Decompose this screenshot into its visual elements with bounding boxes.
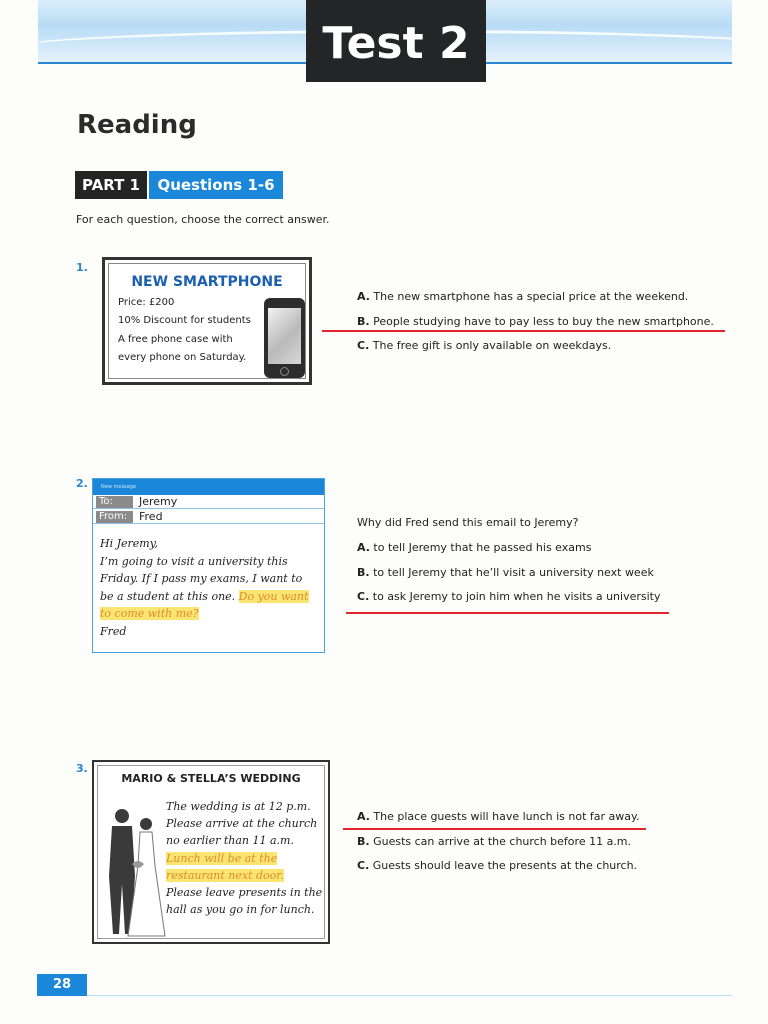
notice-line: A free phone case with bbox=[118, 334, 233, 345]
wedding-line: The wedding is at 12 p.m. bbox=[166, 800, 311, 813]
highlighted-text: restaurant next door. bbox=[166, 868, 284, 882]
option-letter: A. bbox=[357, 290, 370, 303]
question-number-1: 1. bbox=[76, 261, 88, 274]
option-text: The free gift is only available on weekdays. bbox=[372, 339, 612, 352]
notice-title: NEW SMARTPHONE bbox=[131, 274, 283, 290]
email-from-row bbox=[93, 510, 324, 524]
answer-underline bbox=[343, 828, 646, 830]
q3-option-c[interactable] bbox=[357, 859, 637, 872]
q3-option-a[interactable] bbox=[357, 810, 639, 823]
to-label: To: bbox=[96, 496, 133, 508]
highlighted-text: Do you want bbox=[238, 589, 309, 603]
q2-option-a[interactable] bbox=[357, 541, 591, 554]
smartphone-notice bbox=[102, 257, 312, 385]
option-text: The new smartphone has a special price at the weekend. bbox=[373, 290, 689, 303]
answer-underline bbox=[322, 330, 725, 332]
q2-option-c[interactable] bbox=[357, 590, 661, 603]
option-text: to tell Jeremy that he’ll visit a university next week bbox=[373, 566, 654, 579]
option-letter: A. bbox=[357, 541, 370, 554]
test-title: Test 2 bbox=[306, 0, 486, 82]
email-line: Friday. If I pass my exams, I want to bbox=[100, 572, 303, 585]
notice-line: Price: £200 bbox=[118, 297, 175, 308]
wedding-text bbox=[166, 798, 331, 918]
option-letter: B. bbox=[357, 315, 370, 328]
question-number-2: 2. bbox=[76, 477, 88, 490]
to-value: Jeremy bbox=[139, 495, 178, 508]
footer-rule bbox=[87, 995, 732, 996]
email-to-row bbox=[93, 495, 324, 509]
questions-range-label: Questions 1-6 bbox=[149, 171, 283, 199]
wedding-line: Please arrive at the church bbox=[166, 817, 318, 831]
notice-line: 10% Discount for students bbox=[118, 315, 251, 326]
from-label: From: bbox=[96, 511, 133, 523]
part-label: PART 1 bbox=[75, 171, 147, 199]
answer-underline bbox=[346, 612, 669, 614]
instruction-text: For each question, choose the correct answer. bbox=[76, 213, 330, 226]
option-letter: B. bbox=[357, 835, 370, 848]
highlighted-text: Lunch will be at the bbox=[166, 851, 278, 865]
option-text: The place guests will have lunch is not far away. bbox=[373, 810, 640, 823]
email-message bbox=[92, 478, 325, 653]
q2-option-b[interactable] bbox=[357, 566, 654, 579]
phone-home-button bbox=[280, 367, 289, 376]
email-line: I’m going to visit a university this bbox=[100, 554, 288, 568]
phone-screen bbox=[268, 308, 301, 364]
q3-option-b[interactable] bbox=[357, 835, 631, 848]
smartphone-icon bbox=[264, 298, 305, 378]
wedding-line: Please leave presents in the bbox=[166, 886, 323, 900]
q1-option-a[interactable] bbox=[357, 290, 688, 303]
page-number: 28 bbox=[37, 974, 87, 996]
email-title-bar: New message bbox=[93, 479, 324, 495]
notice-line: every phone on Saturday. bbox=[118, 352, 247, 363]
wedding-line: hall as you go in for lunch. bbox=[166, 903, 315, 917]
email-text: be a student at this one. bbox=[100, 589, 239, 603]
option-letter: C. bbox=[357, 590, 370, 603]
from-value: Fred bbox=[139, 510, 163, 523]
email-greeting: Hi Jeremy, bbox=[100, 537, 158, 550]
q2-question-text: Why did Fred send this email to Jeremy? bbox=[357, 516, 579, 529]
option-text: People studying have to pay less to buy the new smartphone. bbox=[373, 315, 714, 328]
section-title: Reading bbox=[77, 110, 197, 140]
email-signature: Fred bbox=[100, 624, 127, 638]
q1-option-c[interactable] bbox=[357, 339, 611, 352]
option-letter: B. bbox=[357, 566, 370, 579]
option-text: Guests should leave the presents at the church. bbox=[372, 859, 638, 872]
option-letter: C. bbox=[357, 859, 370, 872]
highlighted-text: to come with me? bbox=[100, 607, 199, 620]
q1-option-b[interactable] bbox=[357, 315, 714, 328]
bride-and-groom-icon bbox=[102, 806, 166, 941]
option-text: to tell Jeremy that he passed his exams bbox=[373, 541, 592, 554]
wedding-line: no earlier than 11 a.m. bbox=[166, 834, 294, 848]
option-letter: C. bbox=[357, 339, 370, 352]
option-text: to ask Jeremy to join him when he visits a university bbox=[372, 590, 661, 603]
question-number-3: 3. bbox=[76, 762, 88, 775]
option-text: Guests can arrive at the church before 11 a.m. bbox=[373, 835, 632, 848]
option-letter: A. bbox=[357, 810, 370, 823]
wedding-title: MARIO & STELLA’S WEDDING bbox=[121, 772, 301, 785]
email-line bbox=[100, 588, 322, 606]
wedding-notice bbox=[92, 760, 330, 944]
email-body bbox=[100, 535, 322, 640]
